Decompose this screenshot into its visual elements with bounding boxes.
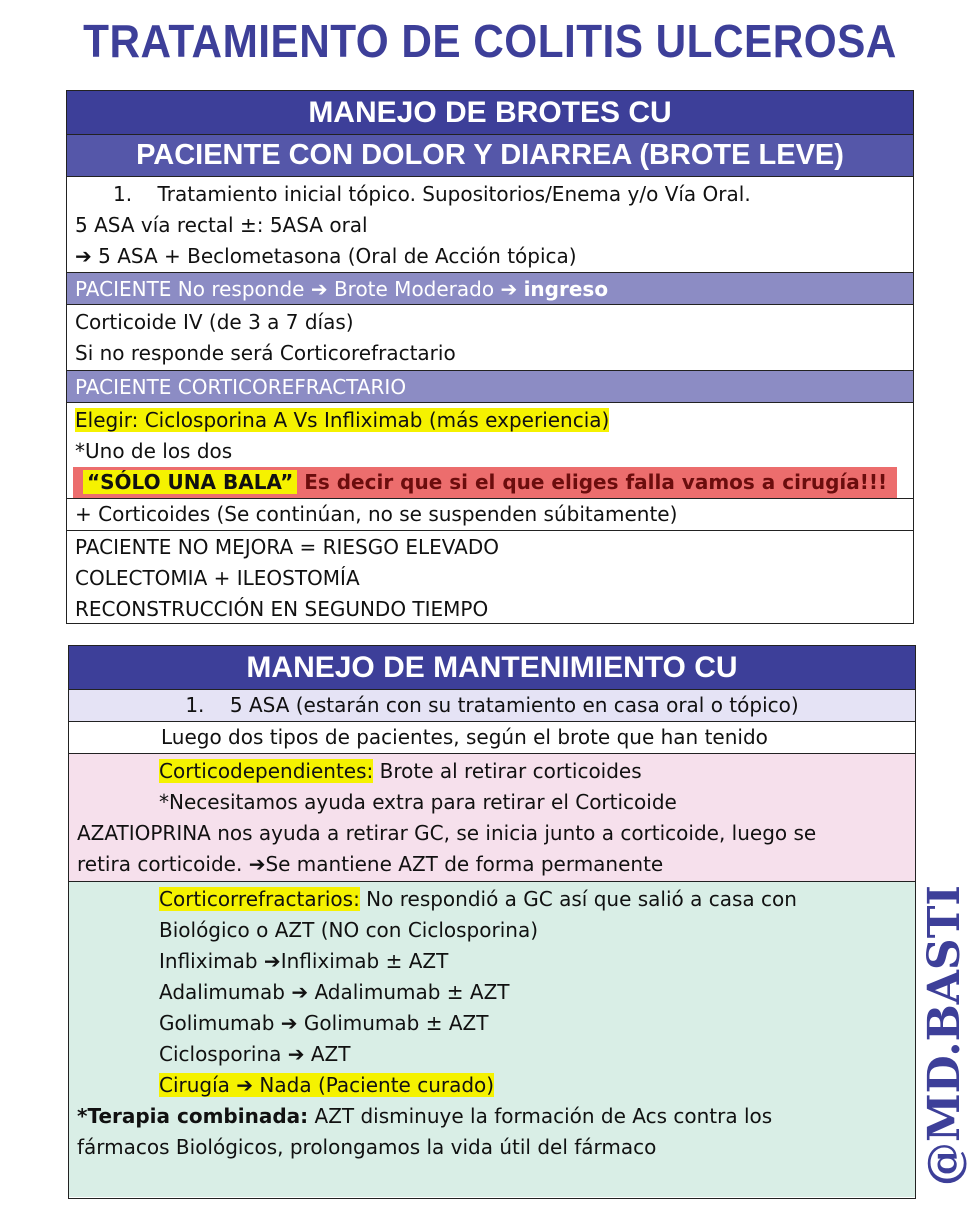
adalimumab-a: Adalimumab: [159, 980, 292, 1004]
cirugia-line: [77, 1070, 907, 1101]
cirugia-a: Cirugía: [159, 1073, 237, 1097]
arrow-icon: ➔: [236, 1073, 254, 1097]
beclo-line: [75, 241, 905, 272]
adalimumab-line: [77, 977, 907, 1008]
ciclosporina-b: AZT: [304, 1042, 351, 1066]
terapia-line-1: [77, 1101, 907, 1132]
mant-step1-text: 5 ASA (estarán con su tratamiento en casa oral o tópico): [229, 693, 799, 717]
luego-row: [69, 722, 915, 754]
cd-line: [77, 756, 907, 787]
mant-step1-line: [77, 690, 907, 721]
golimumab-b: Golimumab ± AZT: [297, 1011, 489, 1035]
bar1-text: PACIENTE No responde: [75, 276, 305, 301]
brote-leve-section: [67, 177, 913, 273]
aza-line-2: [77, 849, 907, 880]
watermark-text: @MD.BASTI: [919, 884, 971, 1186]
asa-line: 5 ASA vía rectal ±: 5ASA oral: [75, 213, 368, 237]
cortico-iv-section: [67, 305, 913, 371]
cd-ayuda-line: *Necesitamos ayuda extra para retirar el Corticoide: [159, 790, 677, 814]
infliximab-line: [77, 946, 907, 977]
luego-line: Luego dos tipos de pacientes, según el brote que han tenido: [161, 725, 768, 749]
mant-step1-row: [69, 690, 915, 722]
corticoides-row: [67, 499, 913, 531]
colectomia-line: COLECTOMIA + ILEOSTOMÍA: [75, 566, 360, 590]
arrow-icon: ➔: [263, 949, 281, 973]
corticorefractario-bar: PACIENTE CORTICOREFRACTARIO: [67, 371, 913, 403]
bala-banner: [73, 467, 897, 498]
terapia-text-1: AZT disminuye la formación de Acs contra los: [308, 1104, 773, 1128]
elegir-section: [67, 403, 913, 499]
golimumab-line: [77, 1008, 907, 1039]
uno-line: *Uno de los dos: [75, 439, 233, 463]
golimumab-a: Golimumab: [159, 1011, 281, 1035]
terapia-bold: *Terapia combinada:: [77, 1104, 309, 1128]
corticorrefractarios-section: [69, 882, 915, 1197]
beclo-text: 5 ASA + Beclometasona (Oral de Acción tópica): [98, 244, 577, 268]
watermark: [913, 870, 977, 1200]
arrow-icon: ➔: [291, 980, 309, 1004]
no-mejora-section: [67, 531, 913, 625]
arrow-icon: ➔: [310, 276, 328, 301]
mantenimiento-header: MANEJO DE MANTENIMIENTO CU: [69, 646, 915, 690]
arrow-icon: ➔: [500, 276, 518, 301]
step1-line: [75, 179, 905, 210]
terapia-line-2: fármacos Biológicos, prolongamos la vida útil del fármaco: [77, 1135, 657, 1159]
reconstruccion-line: RECONSTRUCCIÓN EN SEGUNDO TIEMPO: [75, 597, 489, 621]
brotes-header: MANEJO DE BROTES CU: [67, 91, 913, 135]
page-title: TRATAMIENTO DE COLITIS ULCEROSA: [83, 15, 897, 67]
ciclosporina-a: Ciclosporina: [159, 1042, 288, 1066]
cirugia-highlight: [159, 1073, 494, 1097]
infliximab-a: Infliximab: [159, 949, 264, 973]
cr-text: No respondió a GC así que salió a casa con: [359, 887, 797, 911]
arrow-icon: ➔: [280, 1011, 298, 1035]
arrow-icon: ➔: [248, 852, 266, 876]
step1-text: Tratamiento inicial tópico. Supositorios/Enema y/o Vía Oral.: [157, 182, 751, 206]
aza-text-2: retira corticoide.: [77, 852, 249, 876]
arrow-icon: ➔: [287, 1042, 305, 1066]
no-responde-bar: [67, 273, 913, 305]
cirugia-b: Nada (Paciente curado): [253, 1073, 495, 1097]
step1-number: 1.: [113, 182, 133, 206]
mantenimiento-table: [68, 645, 916, 1199]
cr-label: Corticorrefractarios:: [159, 887, 360, 911]
corticodependientes-section: [69, 754, 915, 882]
cortico-iv-line: Corticoide IV (de 3 a 7 días): [75, 310, 354, 334]
no-mejora-line: PACIENTE NO MEJORA = RIESGO ELEVADO: [75, 535, 499, 559]
bar1-bold: ingreso: [523, 276, 609, 301]
mant-step1-number: 1.: [185, 693, 205, 717]
arrow-icon: ➔: [75, 244, 92, 268]
corticoides-line: + Corticoides (Se continúan, no se suspenden súbitamente): [75, 502, 678, 526]
adalimumab-b: Adalimumab ± AZT: [308, 980, 510, 1004]
bar1-mid: Brote Moderado: [333, 276, 495, 301]
cr-line: [77, 884, 907, 915]
cr-line-2: Biológico o AZT (NO con Ciclosporina): [159, 918, 539, 942]
ciclosporina-line: [77, 1039, 907, 1070]
infliximab-b: Infliximab ± AZT: [280, 949, 449, 973]
no-responde-line: Si no responde será Corticorefractario: [75, 341, 456, 365]
brotes-subheader: PACIENTE CON DOLOR Y DIARREA (BROTE LEVE): [67, 135, 913, 177]
cd-label: Corticodependientes:: [159, 759, 374, 783]
aza-text-3: Se mantiene AZT de forma permanente: [265, 852, 664, 876]
elegir-line: Elegir: Ciclosporina A Vs Infliximab (más experiencia): [75, 408, 610, 432]
aza-line-1: AZATIOPRINA nos ayuda a retirar GC, se inicia junto a corticoide, luego se: [77, 821, 817, 845]
bala-rest: Es decir que si el que eliges falla vamos a cirugía!!!: [304, 470, 888, 494]
brotes-table: [66, 90, 914, 624]
bala-label: “SÓLO UNA BALA”: [83, 470, 297, 494]
cd-text: Brote al retirar corticoides: [373, 759, 642, 783]
